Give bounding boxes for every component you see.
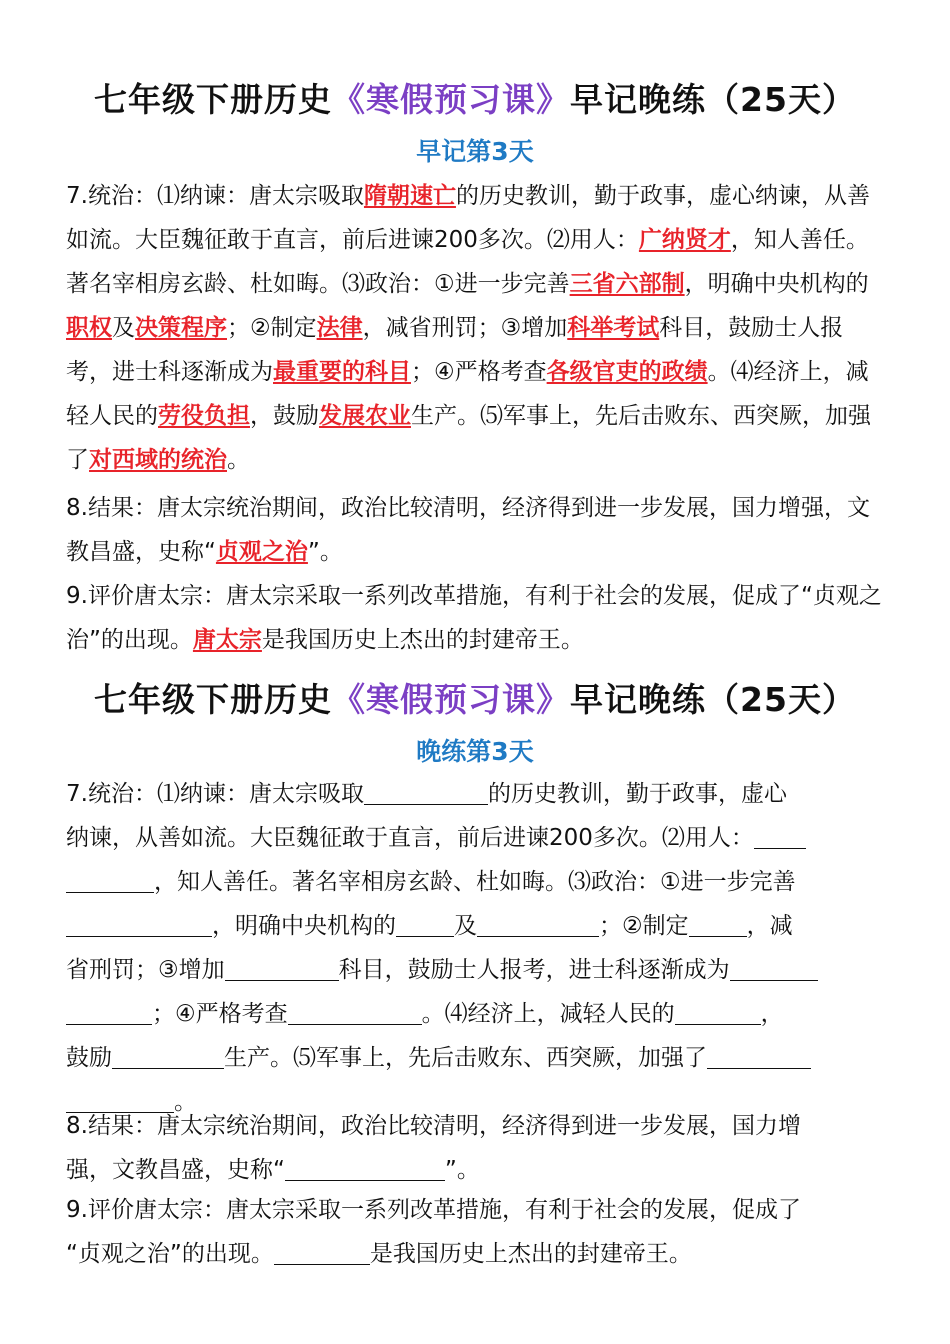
answer-blank[interactable] <box>112 1044 224 1069</box>
answer: 各级官吏的政绩 <box>546 359 708 385</box>
answer: 对西域的统治 <box>89 447 227 473</box>
section-subtitle-evening: 晚练第3天 <box>416 737 534 766</box>
morning-item-9: 9.评价唐太宗：唐太宗采取一系列改革措施，有利于社会的发展，促成了“贞观之治”的出现。唐太宗是我国历史上杰出的封建帝王。 <box>66 583 882 653</box>
answer-blank[interactable] <box>66 1000 152 1025</box>
section-subtitle-morning: 早记第3天 <box>416 137 534 166</box>
answer-blank[interactable] <box>364 780 488 805</box>
page-title <box>0 74 950 121</box>
evening-item-8: 8.结果：唐太宗统治期间，政治比较清明，经济得到进一步发展，国力增 强，文教昌盛，史称“ ”。 <box>66 1113 801 1183</box>
title-suffix: 早记晚练（25天） <box>570 680 856 719</box>
answer-blank[interactable] <box>477 912 599 937</box>
answer-blank[interactable] <box>689 912 747 937</box>
answer: 三省六部制 <box>569 271 685 297</box>
answer-blank[interactable] <box>675 1000 761 1025</box>
evening-item-7: 7.统治：⑴纳谏：唐太宗吸取 的历史教训，勤于政事，虚心 纳谏，从善如流。大臣魏征敢于直言，前后进谏200多次。⑵用人： ，知人善任。著名宰相房玄龄、杜如晦。⑶政治：①进一步完善 ，明确中央机构的 及 ；②制定 ，减 省刑罚；③增加 科目，鼓励士人报考，进士科逐渐成为 ；④严格考查 。⑷经济上，减轻人民的 ， 鼓励 生产。⑸军事上，先后击败东、西突厥，加强了 。 <box>66 772 888 1124</box>
title-prefix: 七年级下册历史 <box>94 80 333 119</box>
answer-blank[interactable] <box>66 868 154 893</box>
answer-blank[interactable] <box>288 1000 422 1025</box>
answer-blank[interactable] <box>707 1044 811 1069</box>
answer: 隋朝速亡 <box>363 183 456 209</box>
answer: 法律 <box>316 315 363 341</box>
page-title-repeat <box>0 674 950 721</box>
answer-blank[interactable] <box>66 912 212 937</box>
title-suffix: 早记晚练（25天） <box>570 80 856 119</box>
answer: 发展农业 <box>319 403 411 429</box>
evening-item-9: 9.评价唐太宗：唐太宗采取一系列改革措施，有利于社会的发展，促成了 “贞观之治”的出现。 是我国历史上杰出的封建帝王。 <box>66 1197 801 1267</box>
answer-blank[interactable] <box>285 1156 445 1181</box>
answer-blank[interactable] <box>225 956 339 981</box>
answer: 广纳贤才 <box>638 227 731 253</box>
answer: 职权 <box>66 315 112 341</box>
answer: 最重要的科目 <box>273 359 411 385</box>
answer-blank[interactable] <box>274 1240 370 1265</box>
answer: 科举考试 <box>567 315 660 341</box>
title-prefix: 七年级下册历史 <box>94 680 333 719</box>
answer-blank[interactable] <box>754 824 806 849</box>
answer: 决策程序 <box>135 315 227 341</box>
answer: 唐太宗 <box>192 627 262 653</box>
morning-item-7: 7.统治：⑴纳谏：唐太宗吸取隋朝速亡的历史教训，勤于政事，虚心纳谏，从善如流。大臣魏征敢于直言，前后进谏200多次。⑵用人：广纳贤才，知人善任。著名宰相房玄龄、杜如晦。⑶政治：①进一步完善三省六部制，明确中央机构的职权及决策程序；②制定法律，减省刑罚；③增加科举考试科目，鼓励士人报考，进士科逐渐成为最重要的科目；④严格考查各级官吏的政绩。⑷经济上，减轻人民的劳役负担，鼓励发展农业生产。⑸军事上，先后击败东、西突厥，加强了对西域的统治。 <box>66 183 871 473</box>
title-accent: 《寒假预习课》 <box>332 80 571 119</box>
answer-blank[interactable] <box>730 956 818 981</box>
title-accent: 《寒假预习课》 <box>332 680 571 719</box>
morning-item-8: 8.结果：唐太宗统治期间，政治比较清明，经济得到进一步发展，国力增强，文教昌盛，史称“贞观之治”。 <box>66 495 870 565</box>
answer: 贞观之治 <box>215 539 308 565</box>
answer-blank[interactable] <box>396 912 454 937</box>
answer: 劳役负担 <box>158 403 250 429</box>
